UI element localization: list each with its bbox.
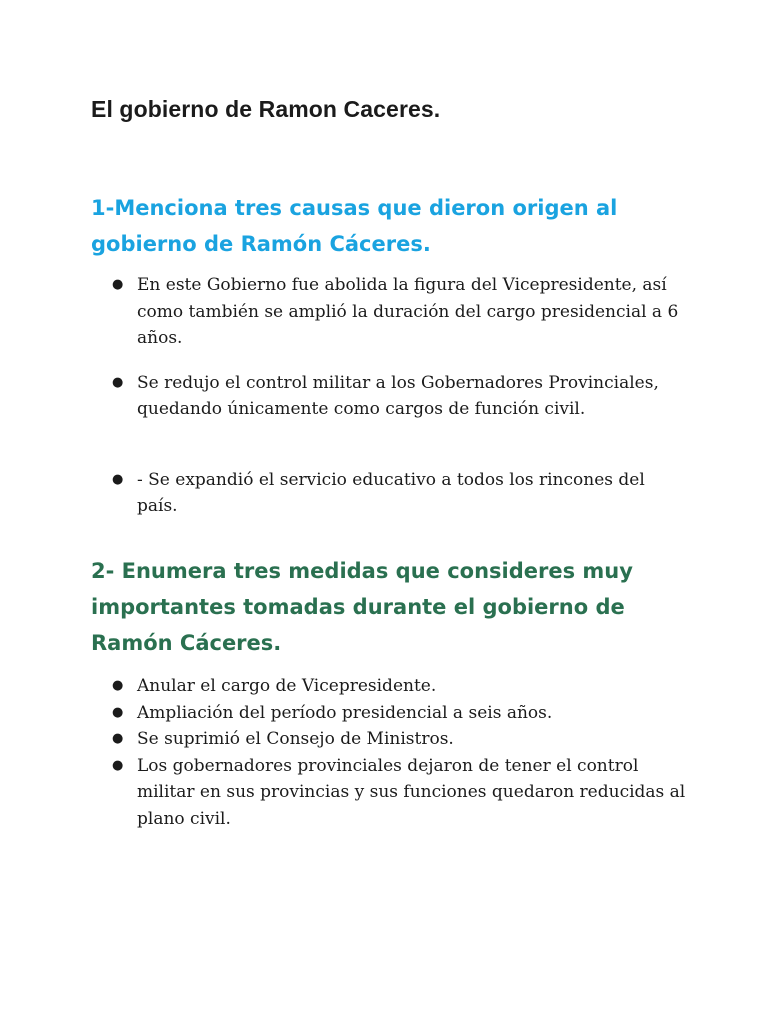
bullet-icon: ● bbox=[112, 757, 124, 773]
list-item-text: En este Gobierno fue abolida la figura del Vicepresidente, así como también se amplió la duración del cargo presidencial a 6 años. bbox=[137, 275, 679, 348]
list-item bbox=[110, 726, 690, 753]
list-item bbox=[110, 272, 690, 352]
list-item-text: Se redujo el control militar a los Gobernadores Provinciales, quedando únicamente como cargos de función civil. bbox=[137, 372, 659, 419]
section-2-heading: 2- Enumera tres medidas que consideres muy importantes tomadas durante el gobierno de Ramón Cáceres. bbox=[91, 559, 633, 655]
list-item bbox=[110, 753, 690, 833]
section-2-list bbox=[110, 673, 690, 832]
list-item-text: Ampliación del período presidencial a seis años. bbox=[137, 702, 553, 723]
bullet-icon: ● bbox=[112, 704, 124, 720]
bullet-icon: ● bbox=[112, 471, 124, 487]
bullet-icon: ● bbox=[112, 374, 124, 390]
list-item bbox=[110, 467, 690, 520]
section-1-list bbox=[110, 272, 690, 520]
list-item-text: Anular el cargo de Vicepresidente. bbox=[137, 676, 437, 696]
bullet-icon: ● bbox=[112, 277, 124, 292]
section-1-heading: 1-Menciona tres causas que dieron origen al gobierno de Ramón Cáceres. bbox=[91, 196, 618, 256]
page-title: El gobierno de Ramon Caceres. bbox=[91, 96, 441, 122]
list-item bbox=[110, 673, 690, 700]
bullet-icon: ● bbox=[112, 731, 124, 746]
list-item bbox=[110, 700, 690, 727]
bullet-icon: ● bbox=[112, 678, 124, 693]
list-item-text: Se suprimió el Consejo de Ministros. bbox=[137, 729, 454, 749]
list-item bbox=[110, 370, 690, 423]
list-item-text: Los gobernadores provinciales dejaron de tener el control militar en sus provincias y sus funciones quedaron reducidas al plano civil. bbox=[137, 755, 686, 829]
list-item-text: - Se expandió el servicio educativo a todos los rincones del país. bbox=[137, 469, 645, 516]
